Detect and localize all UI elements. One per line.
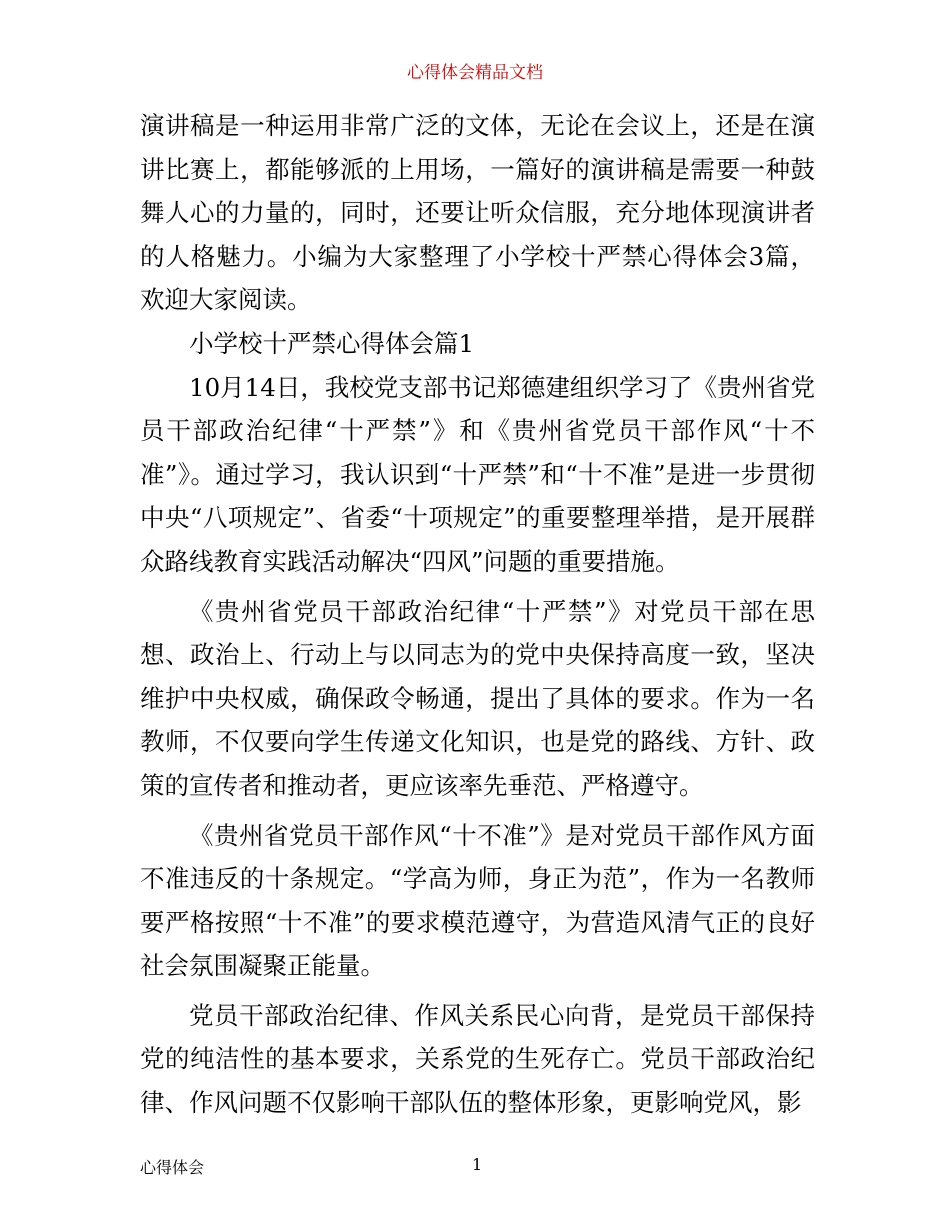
- body-paragraph: 《贵州省党员干部作风“十不准”》是对党员干部作风方面不准违反的十条规定。“学高为师，身正为范”，作为一名教师要严格按照“十不准”的要求模范遵守，为营造风清气正的良好社会氛围凝聚正能量。: [140, 820, 815, 981]
- body-paragraph: 党员干部政治纪律、作风关系民心向背，是党员干部保持党的纯洁性的基本要求，关系党的生死存亡。党员干部政治纪律、作风问题不仅影响干部队伍的整体形象，更影响党风，影: [140, 1000, 815, 1118]
- body-paragraph: 10月14日，我校党支部书记郑德建组织学习了《贵州省党员干部政治纪律“十严禁”》和《贵州省党员干部作风“十不准”》。通过学习，我认识到“十严禁”和“十不准”是进一步贯彻中央“八项规定”、省委“十项规定”的重要整理举措，是开展群众路线教育实践活动解决“四风”问题的重要措施。: [140, 372, 815, 576]
- body-paragraph: 《贵州省党员干部政治纪律“十严禁”》对党员干部在思想、政治上、行动上与以同志为的党中央保持高度一致，坚决维护中央权威，确保政令畅通，提出了具体的要求。作为一名教师，不仅要向学生传递文化知识，也是党的路线、方针、政策的宣传者和推动者，更应该率先垂范、严格遵守。: [140, 596, 815, 800]
- page-header-title: 心得体会精品文档: [407, 63, 543, 83]
- section-heading: 小学校十严禁心得体会篇1: [189, 328, 475, 358]
- page-number: 1: [472, 1155, 483, 1174]
- footer-label: 心得体会: [140, 1158, 205, 1177]
- intro-paragraph: 演讲稿是一种运用非常广泛的文体，无论在会议上，还是在演讲比赛上，都能够派的上用场，一篇好的演讲稿是需要一种鼓舞人心的力量的，同时，还要让听众信服，充分地体现演讲者的人格魅力。小编为大家整理了小学校十严禁心得体会3篇，欢迎大家阅读。: [140, 111, 815, 315]
- document-body: [140, 104, 815, 1125]
